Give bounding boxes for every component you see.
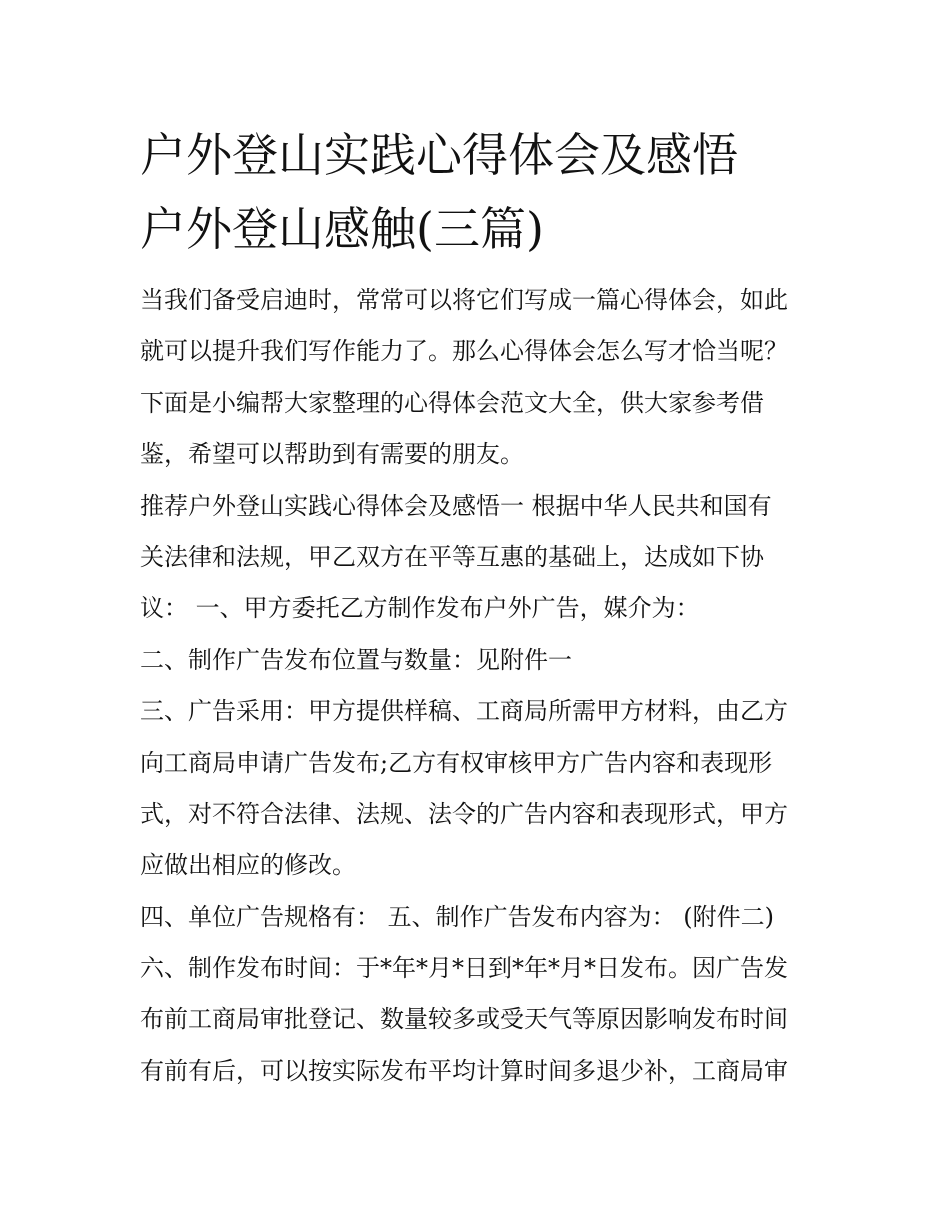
body-line: 四、单位广告规格有： 五、制作广告发布内容为： (附件二) (140, 902, 774, 931)
body-line: 布前工商局审批登记、数量较多或受天气等原因影响发布时间 (140, 1005, 788, 1034)
body-line: 二、制作广告发布位置与数量：见附件一 (140, 645, 572, 674)
body-line: 下面是小编帮大家整理的心得体会范文大全，供大家参考借 (140, 388, 764, 417)
body-line: 有前有后，可以按实际发布平均计算时间多退少补，工商局审 (140, 1056, 788, 1085)
body-line: 应做出相应的修改。 (140, 851, 356, 880)
body-line: 向工商局申请广告发布;乙方有权审核甲方广告内容和表现形 (140, 748, 773, 777)
title-line: 户外登山实践心得体会及感悟 (140, 128, 738, 182)
body-line: 式，对不符合法律、法规、法令的广告内容和表现形式，甲方 (140, 799, 788, 828)
body-line: 鉴，希望可以帮助到有需要的朋友。 (140, 440, 524, 469)
body-line: 关法律和法规，甲乙双方在平等互惠的基础上，达成如下协 (140, 542, 764, 571)
body-line: 推荐户外登山实践心得体会及感悟一 根据中华人民共和国有 (140, 491, 772, 520)
body-line: 议： 一、甲方委托乙方制作发布户外广告，媒介为： (140, 594, 700, 623)
body-line: 三、广告采用：甲方提供样稿、工商局所需甲方材料，由乙方 (140, 697, 788, 726)
body-line: 就可以提升我们写作能力了。那么心得体会怎么写才恰当呢？ (140, 337, 788, 366)
document-title (140, 118, 840, 266)
title-line: 户外登山感触(三篇) (140, 202, 544, 256)
document-body (140, 280, 820, 1102)
body-line: 当我们备受启迪时，常常可以将它们写成一篇心得体会，如此 (140, 286, 788, 314)
body-line: 六、制作发布时间：于*年*月*日到*年*月*日发布。因广告发 (140, 954, 788, 983)
